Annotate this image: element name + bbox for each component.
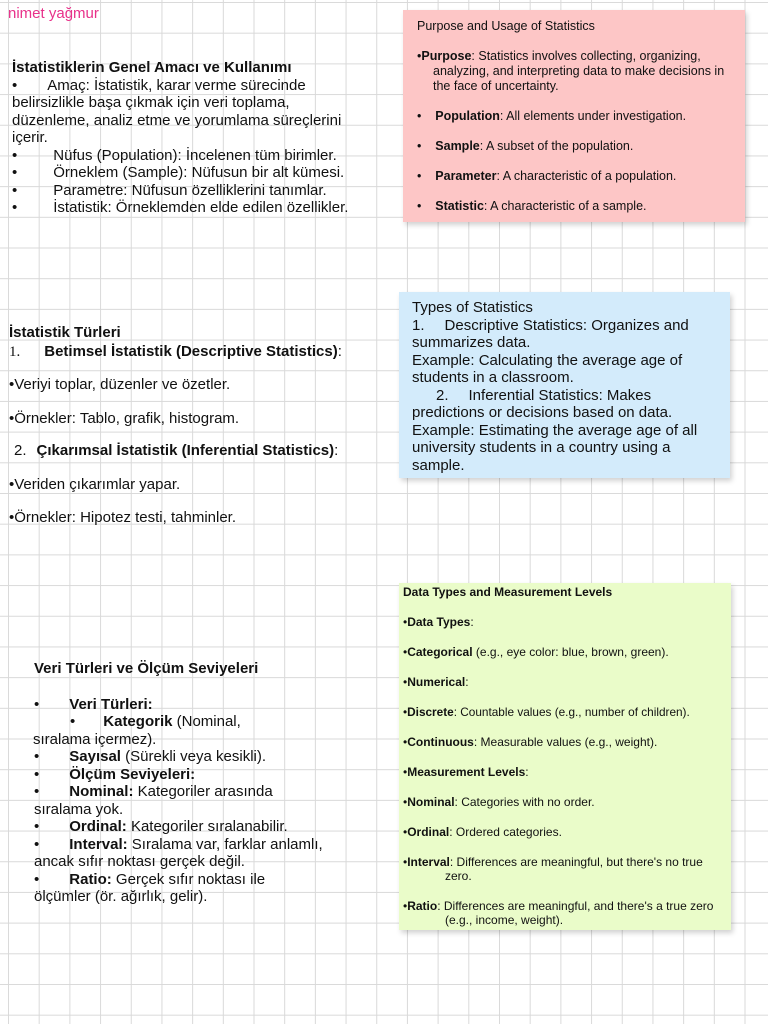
text-line: içerir. — [12, 129, 48, 146]
note-item-interval: •Interval: Differences are meaningful, but there's no true zero. — [403, 855, 703, 883]
note-item-population: • Population: All elements under investigation. — [417, 109, 687, 123]
section-title: İstatistiklerin Genel Amacı ve Kullanımı — [12, 59, 292, 76]
section-types-tr — [9, 324, 394, 527]
text-line: sıralama yok. — [34, 800, 124, 818]
bullet-item: • Interval: Sıralama var, farklar anlamlı, — [34, 835, 323, 853]
numbered-heading: 1. Betimsel İstatistik (Descriptive Statistics): — [9, 342, 342, 360]
section-title: İstatistik Türleri — [9, 324, 121, 341]
text-line: •Veriden çıkarımlar yapar. — [9, 475, 181, 493]
text-line: düzenleme, analiz etme ve yorumlama süreçlerini — [12, 111, 342, 129]
sticky-note-types — [399, 292, 730, 478]
bullet-item: • Ordinal: Kategoriler sıralanabilir. — [34, 818, 288, 835]
section-title: Veri Türleri ve Ölçüm Seviyeleri — [34, 660, 259, 677]
note-item-discrete: •Discrete: Countable values (e.g., number of children). — [403, 705, 690, 719]
note-item-ratio: •Ratio: Differences are meaningful, and there's a true zero (e.g., income, weight). — [403, 899, 714, 927]
bullet-item: • Sayısal (Sürekli veya kesikli). — [34, 748, 267, 765]
note-item: 1. Descriptive Statistics: Organizes and summarizes data. — [412, 316, 689, 351]
note-item-measurement-levels: •Measurement Levels: — [403, 765, 529, 779]
note-item-categorical: •Categorical (e.g., eye color: blue, brown, green). — [403, 645, 669, 659]
bullet-item: • Örneklem (Sample): Nüfusun bir alt kümesi. — [12, 164, 345, 181]
text-line: ancak sıfır noktası gerçek değil. — [34, 853, 245, 870]
note-item-sample: • Sample: A subset of the population. — [417, 139, 634, 153]
note-item: Example: Calculating the average age of students in a classroom. — [412, 351, 683, 386]
note-item: 2. Inferential Statistics: Makes predictions or decisions based on data. — [412, 386, 673, 421]
note-item: Example: Estimating the average age of all university students in a country using a sample. — [412, 421, 698, 474]
note-item-ordinal: •Ordinal: Ordered categories. — [403, 825, 562, 839]
note-item-purpose: •Purpose: Statistics involves collecting, organizing, analyzing, and interpreting data to make decisions in the face of uncertainty. — [417, 49, 725, 93]
numbered-heading: 2. Çıkarımsal İstatistik (Inferential Statistics): — [14, 442, 339, 459]
section-purpose-tr — [12, 59, 387, 217]
note-title: Data Types and Measurement Levels — [403, 585, 613, 599]
note-item-data-types: •Data Types: — [403, 615, 474, 629]
text-line: •Örnekler: Hipotez testi, tahminler. — [9, 509, 237, 526]
note-title: Purpose and Usage of Statistics — [417, 19, 595, 33]
bullet-item: • Ölçüm Seviyeleri: — [34, 765, 196, 783]
bullet-item: • Ratio: Gerçek sıfır noktası ile — [34, 870, 266, 888]
text-line: •Örnekler: Tablo, grafik, histogram. — [9, 409, 240, 427]
sticky-note-data-types — [399, 583, 731, 930]
note-item-nominal: •Nominal: Categories with no order. — [403, 795, 595, 809]
bullet-item: • Parametre: Nüfusun özelliklerini tanımlar. — [12, 181, 327, 199]
note-title: Types of Statistics — [412, 299, 533, 316]
text-line: ölçümler (ör. ağırlık, gelir). — [34, 888, 208, 905]
text-line: • Amaç: İstatistik, karar verme sürecinde — [12, 76, 306, 94]
text-line: sıralama içermez). — [33, 730, 157, 748]
sticky-note-purpose — [403, 10, 745, 222]
note-item-numerical: •Numerical: — [403, 675, 469, 689]
bullet-item: • Nüfus (Population): İncelenen tüm birimler. — [12, 146, 337, 164]
bullet-item: • Kategorik (Nominal, — [70, 713, 241, 730]
bullet-item: • İstatistik: Örneklemden elde edilen özellikler. — [12, 199, 349, 216]
bullet-item: • Veri Türleri: — [34, 695, 153, 713]
text-line: belirsizlikle başa çıkmak için veri toplama, — [12, 94, 290, 111]
text-line: •Veriyi toplar, düzenler ve özetler. — [9, 376, 231, 393]
section-data-types-tr — [34, 660, 374, 906]
note-item-parameter: • Parameter: A characteristic of a population. — [417, 169, 677, 183]
note-item-continuous: •Continuous: Measurable values (e.g., weight). — [403, 735, 658, 749]
bullet-item: • Nominal: Kategoriler arasında — [34, 783, 273, 800]
author-name: nimet yağmur — [8, 5, 99, 22]
note-item-statistic: • Statistic: A characteristic of a sample. — [417, 199, 647, 213]
